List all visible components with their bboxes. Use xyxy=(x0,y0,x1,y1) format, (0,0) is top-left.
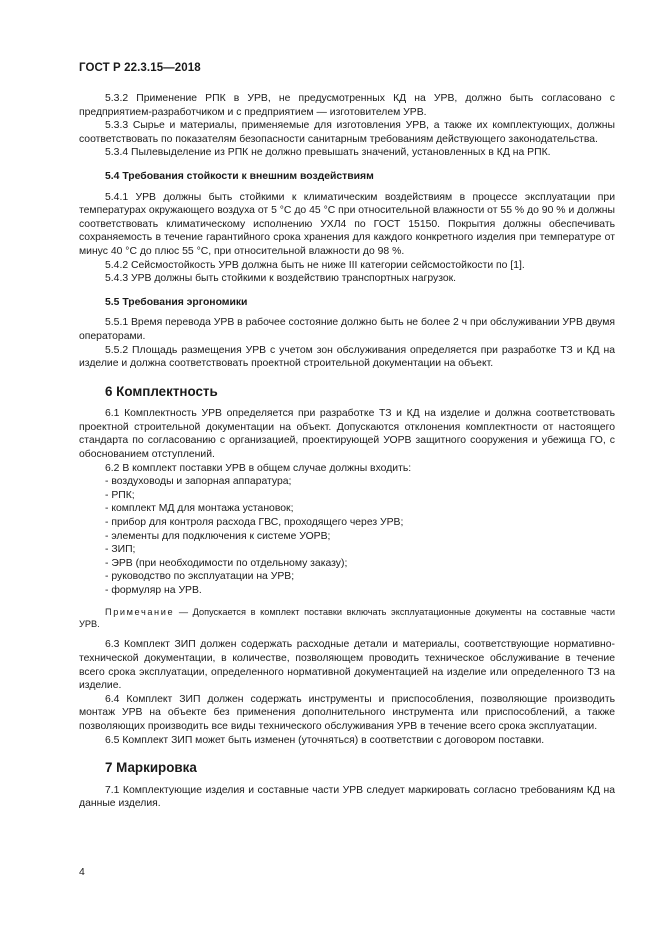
document-body xyxy=(79,92,615,811)
list-item: - ЭРВ (при необходимости по отдельному заказу); xyxy=(105,557,348,569)
section-heading-6: 6 Комплектность xyxy=(105,383,218,399)
list-item: - формуляр на УРВ. xyxy=(105,585,202,596)
list-item: - прибор для контроля расхода ГВС, проходящего через УРВ; xyxy=(105,517,404,529)
paragraph-6-2: 6.2 В комплект поставки УРВ в общем случае должны входить: xyxy=(105,462,412,474)
paragraph-5-5-2: 5.5.2 Площадь размещения УРВ с учетом зон обслуживания определяется при разработке ТЗ и КД на изделие и должна соответствовать проектной строительной документации на объект. xyxy=(79,344,615,370)
note-label: Примечание xyxy=(105,606,175,617)
paragraph-5-4-3: 5.4.3 УРВ должны быть стойкими к воздействию транспортных нагрузок. xyxy=(105,273,457,285)
paragraph-5-4-2: 5.4.2 Сейсмостойкость УРВ должна быть не ниже III категории сейсмостойкости по [1]. xyxy=(105,259,525,271)
paragraph-5-3-4: 5.3.4 Пылевыделение из РПК не должно превышать значений, установленных в КД на РПК. xyxy=(105,147,551,159)
subsection-heading-5-4: 5.4 Требования стойкости к внешним воздействиям xyxy=(105,170,374,182)
paragraph-6-5: 6.5 Комплект ЗИП может быть изменен (уточняться) в соответствии с договором поставки. xyxy=(105,734,545,746)
paragraph-5-3-3: 5.3.3 Сырье и материалы, применяемые для изготовления УРВ, а также их комплектующих, должны соответствовать по показателям безопасности санитарным требованиям действующего законодательства. xyxy=(79,120,615,145)
note-text: — Допускается в комплект поставки включать эксплуатационные документы на составные части УРВ. xyxy=(79,606,615,629)
list-item: - воздуховоды и запорная аппаратура; xyxy=(105,476,292,488)
document-header: ГОСТ Р 22.3.15—2018 xyxy=(79,62,201,74)
paragraph-6-3: 6.3 Комплект ЗИП должен содержать расходные детали и материалы, соответствующие нормативно-технической документации, в количестве, позволяющем проводить техническое обслуживание в течение всего срока эксплуатации, определенного нормативной документацией на изделие или определенного ТЗ на изделие. xyxy=(79,639,615,692)
note xyxy=(79,606,615,631)
paragraph-7-1: 7.1 Комплектующие изделия и составные части УРВ следует маркировать согласно требованиям КД на данные изделия. xyxy=(79,784,615,810)
paragraph-5-3-2: 5.3.2 Применение РПК в УРВ, не предусмотренных КД на УРВ, должно быть согласовано с предприятием-разработчиком и с предприятием — изготовителем УРВ. xyxy=(79,93,615,118)
paragraph-5-4-1: 5.4.1 УРВ должны быть стойкими к климатическим воздействиям в процессе эксплуатации при температурах окружающего воздуха от 5 °С до 45 °С при относительной влажности от 55 % до 90 % и должны соответствовать климатическому исполнению УХЛ4 по ГОСТ 15150. Покрытия должны обеспечивать сохраняемость в течение гарантийного срока хранения для каждого конкретного изделия при температуре от минус 40 °С до плюс 55 °С, при относительной влажности до 98 %. xyxy=(79,191,615,257)
paragraph-6-4: 6.4 Комплект ЗИП должен содержать инструменты и приспособления, позволяющие производить монтаж УРВ на объекте без применения дополнительного инструмента или приспособлений, а также позволяющих производить все виды технического обслуживания УРВ в течение всего срока эксплуатации. xyxy=(79,693,615,732)
paragraph-5-5-1: 5.5.1 Время перевода УРВ в рабочее состояние должно быть не более 2 ч при обслуживании УРВ двумя операторами. xyxy=(79,317,615,342)
paragraph-6-1: 6.1 Комплектность УРВ определяется при разработке ТЗ и КД на изделие и должна соответствовать проектной строительной документации на объект. Допускаются отклонения комплектности от настоящего стандарта по согласованию с организацией, проектирующей УОРВ защитного сооружения и убежища ГО, с обоснованием отступлений. xyxy=(79,408,615,461)
list-item: - комплект МД для монтажа установок; xyxy=(105,503,294,515)
list-item: - ЗИП; xyxy=(105,544,136,556)
list-item: - элементы для подключения к системе УОРВ; xyxy=(105,530,331,542)
subsection-heading-5-5: 5.5 Требования эргономики xyxy=(105,296,248,308)
page-number: 4 xyxy=(79,867,85,878)
list-item: - РПК; xyxy=(105,489,135,501)
list-item: - руководство по эксплуатации на УРВ; xyxy=(105,571,295,583)
section-heading-7: 7 Маркировка xyxy=(105,760,197,776)
